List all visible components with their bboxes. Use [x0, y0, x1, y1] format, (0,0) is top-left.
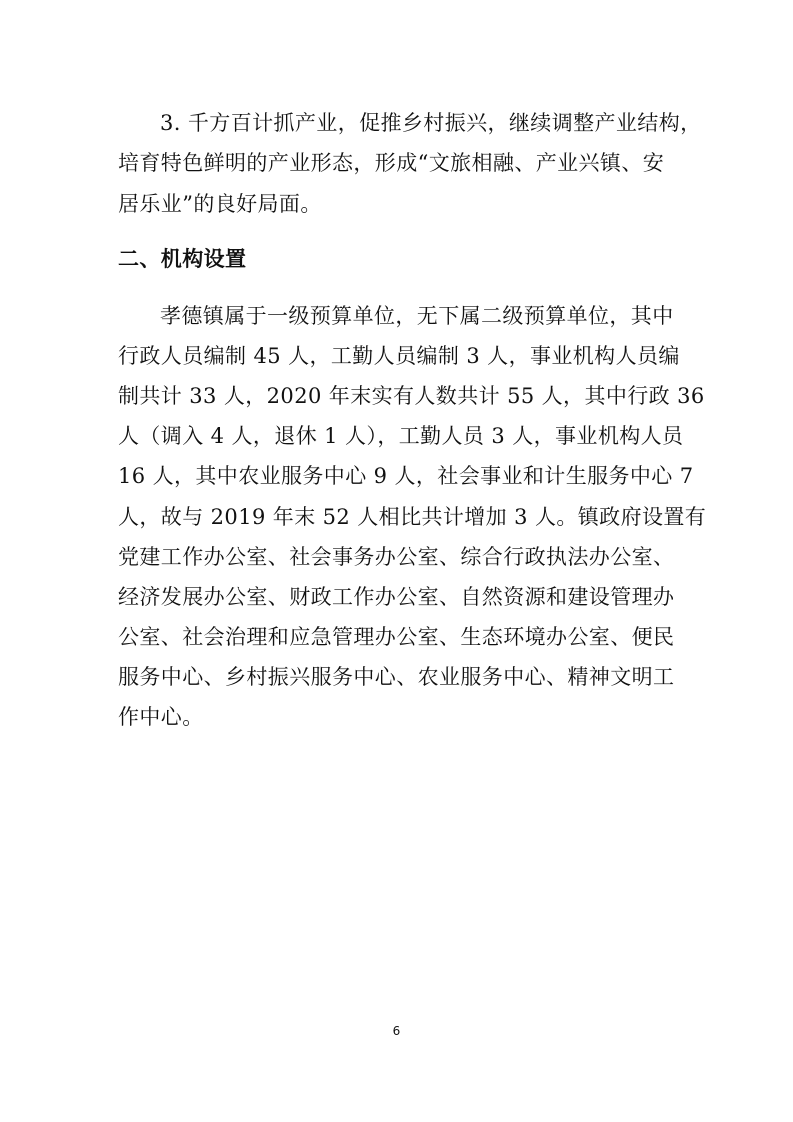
paragraph-line: 人（调入 4 人，退休 1 人），工勤人员 3 人，事业机构人员	[118, 424, 684, 448]
page-number: 6	[392, 1024, 401, 1038]
section-heading: 二、机构设置	[118, 247, 247, 271]
paragraph-line: 居乐业”的良好局面。	[118, 192, 322, 216]
paragraph-line: 16 人，其中农业服务中心 9 人，社会事业和计生服务中心 7	[118, 464, 694, 488]
paragraph-line: 服务中心、乡村振兴服务中心、农业服务中心、精神文明工	[118, 665, 675, 689]
paragraph-line: 孝德镇属于一级预算单位，无下属二级预算单位，其中	[160, 304, 674, 328]
paragraph-line: 人，故与 2019 年末 52 人相比共计增加 3 人。镇政府设置有	[118, 505, 707, 529]
paragraph-line: 经济发展办公室、财政工作办公室、自然资源和建设管理办	[118, 585, 675, 609]
paragraph-line: 党建工作办公室、社会事务办公室、综合行政执法办公室、	[118, 545, 675, 569]
paragraph-line: 3. 千方百计抓产业，促推乡村振兴，继续调整产业结构，	[160, 111, 702, 135]
paragraph-line: 培育特色鲜明的产业形态，形成“文旅相融、产业兴镇、安	[118, 151, 665, 175]
paragraph-line: 公室、社会治理和应急管理办公室、生态环境办公室、便民	[118, 625, 675, 649]
paragraph-line: 作中心。	[118, 705, 204, 729]
paragraph-line: 制共计 33 人，2020 年末实有人数共计 55 人，其中行政 36	[118, 384, 705, 408]
paragraph-line: 行政人员编制 45 人，工勤人员编制 3 人，事业机构人员编	[118, 344, 680, 368]
